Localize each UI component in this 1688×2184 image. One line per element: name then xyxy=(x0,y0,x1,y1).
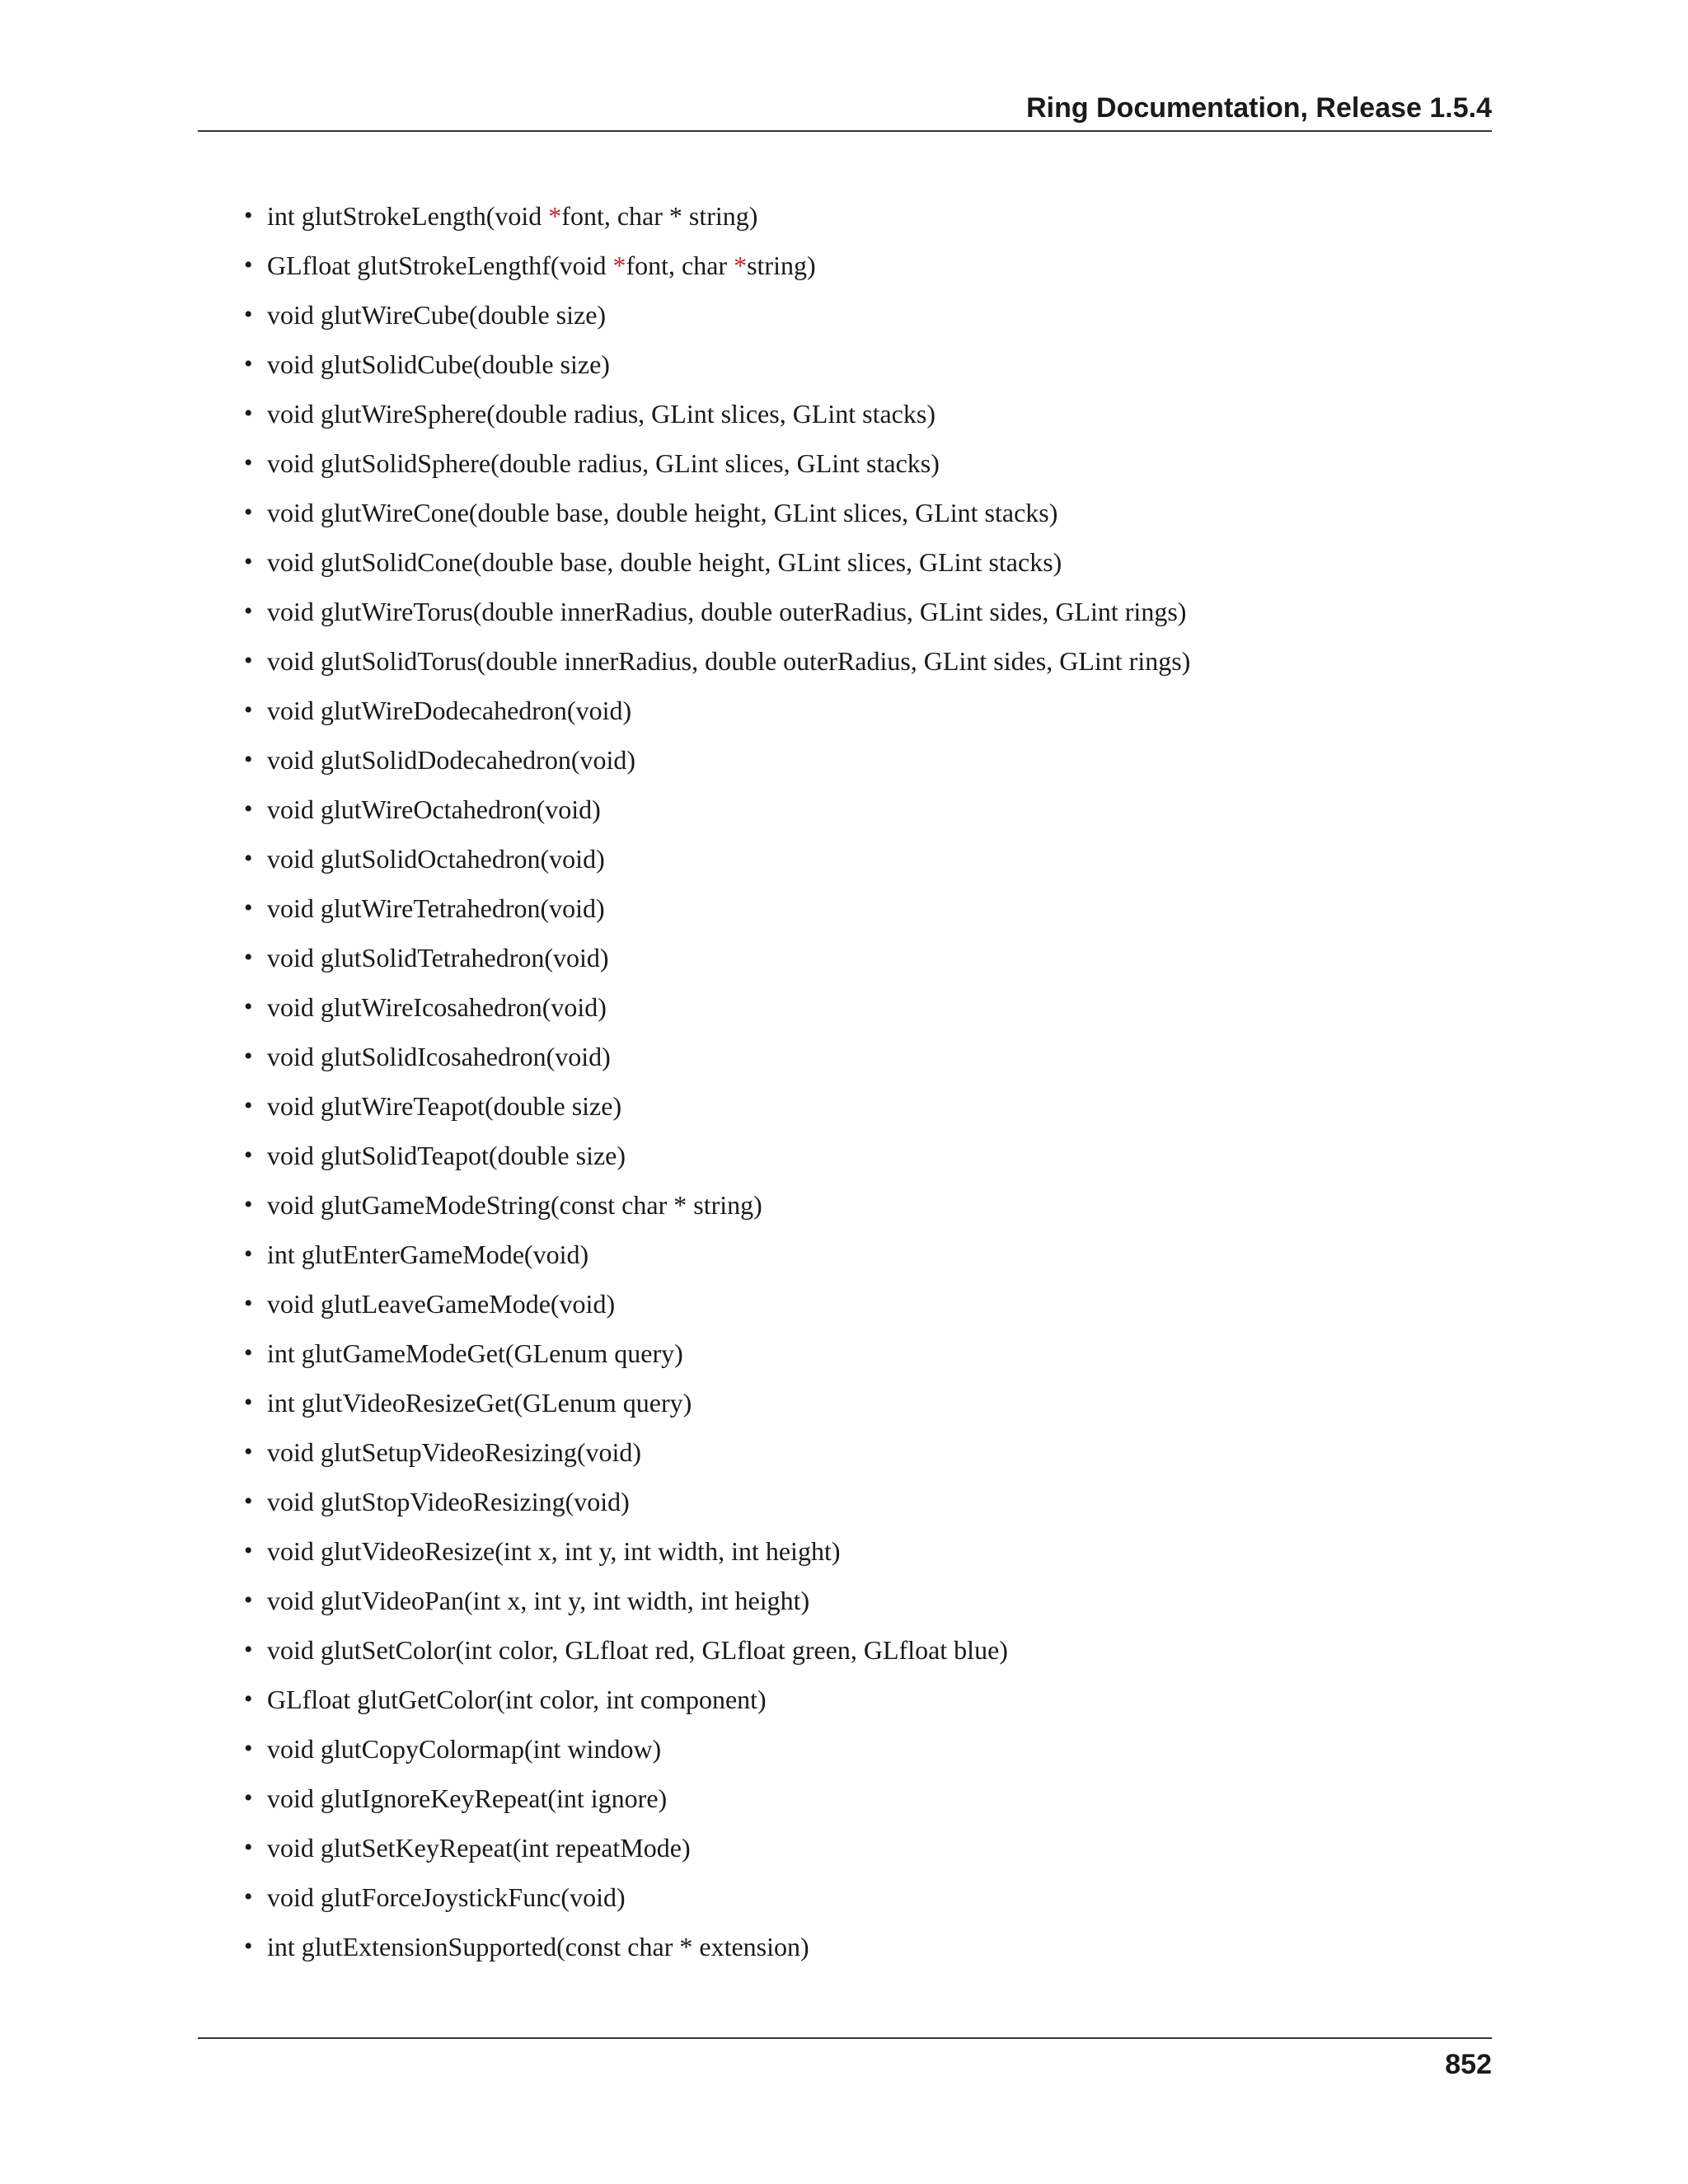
function-signature xyxy=(267,1581,809,1620)
signature-text: void glutSetupVideoResizing(void) xyxy=(267,1437,642,1467)
signature-text: void glutWireSphere(double radius, GLint slices, GLint stacks) xyxy=(267,399,935,429)
bullet-icon: • xyxy=(244,647,253,674)
signature-text: int glutStrokeLength(void xyxy=(267,201,549,231)
signature-text: void glutWireTeapot(double size) xyxy=(267,1091,622,1121)
signature-text: void glutWireTorus(double innerRadius, double outerRadius, GLint sides, GLint rings) xyxy=(267,597,1187,626)
signature-text: void glutIgnoreKeyRepeat(int ignore) xyxy=(267,1783,668,1813)
bullet-icon: • xyxy=(244,1191,253,1218)
function-list-item xyxy=(244,246,1480,295)
function-list-item xyxy=(244,1531,1480,1581)
function-signature xyxy=(267,394,935,434)
signature-text: void glutWireIcosahedron(void) xyxy=(267,992,607,1022)
bullet-icon: • xyxy=(244,1586,253,1614)
function-signature xyxy=(267,443,940,483)
bullet-icon: • xyxy=(244,1834,253,1861)
signature-text: void glutStopVideoResizing(void) xyxy=(267,1487,630,1516)
function-list-item xyxy=(244,1235,1480,1284)
function-list-item xyxy=(244,1383,1480,1432)
signature-text: void glutWireDodecahedron(void) xyxy=(267,696,632,725)
function-signature xyxy=(267,1630,1008,1670)
signature-text: void glutForceJoystickFunc(void) xyxy=(267,1882,626,1912)
signature-text: int glutGameModeGet(GLenum query) xyxy=(267,1338,683,1368)
function-list xyxy=(244,196,1480,1976)
page-number: 852 xyxy=(1445,2049,1492,2080)
signature-text: void glutSolidCone(double base, double height, GLint slices, GLint stacks) xyxy=(267,547,1062,577)
bullet-icon: • xyxy=(244,301,253,328)
function-signature xyxy=(267,1927,809,1966)
function-signature xyxy=(267,1779,667,1818)
bullet-icon: • xyxy=(244,449,253,476)
signature-text: void glutSolidOctahedron(void) xyxy=(267,844,605,874)
signature-text: void glutSolidTeapot(double size) xyxy=(267,1141,626,1170)
bullet-icon: • xyxy=(244,746,253,773)
function-list-item xyxy=(244,542,1480,592)
signature-text: int glutExtensionSupported(const char * extension) xyxy=(267,1932,809,1961)
bullet-icon: • xyxy=(244,1636,253,1663)
function-list-item xyxy=(244,1779,1480,1828)
function-list-item xyxy=(244,1333,1480,1383)
function-list-item xyxy=(244,1581,1480,1630)
function-signature xyxy=(267,1185,762,1225)
signature-text: font, char xyxy=(626,251,734,280)
function-list-item xyxy=(244,740,1480,790)
bullet-icon: • xyxy=(244,795,253,823)
bullet-icon: • xyxy=(244,548,253,575)
function-signature xyxy=(267,1086,621,1126)
signature-text: void glutSolidSphere(double radius, GLint slices, GLint stacks) xyxy=(267,448,940,478)
function-list-item xyxy=(244,1136,1480,1185)
bullet-icon: • xyxy=(244,1685,253,1713)
bullet-icon: • xyxy=(244,1784,253,1811)
signature-text: void glutGameModeString(const char * string) xyxy=(267,1190,762,1220)
function-list-item xyxy=(244,344,1480,394)
signature-text: string) xyxy=(747,251,816,280)
bullet-icon: • xyxy=(244,1883,253,1910)
function-list-item xyxy=(244,1877,1480,1927)
signature-text: void glutWireTetrahedron(void) xyxy=(267,893,605,923)
signature-text: void glutSolidIcosahedron(void) xyxy=(267,1042,611,1071)
bullet-icon: • xyxy=(244,1438,253,1465)
function-list-item xyxy=(244,888,1480,938)
page-footer xyxy=(198,2037,1492,2080)
bullet-icon: • xyxy=(244,1240,253,1268)
function-signature xyxy=(267,987,607,1027)
bullet-icon: • xyxy=(244,1141,253,1169)
bullet-icon: • xyxy=(244,1043,253,1070)
function-list-item xyxy=(244,394,1480,443)
function-list-item xyxy=(244,1185,1480,1235)
signature-text: void glutWireCone(double base, double height, GLint slices, GLint stacks) xyxy=(267,498,1058,527)
signature-text: void glutVideoPan(int x, int y, int width, int height) xyxy=(267,1586,810,1615)
signature-text: void glutVideoResize(int x, int y, int width, int height) xyxy=(267,1536,841,1566)
bullet-icon: • xyxy=(244,1389,253,1416)
bullet-icon: • xyxy=(244,894,253,921)
function-list-item xyxy=(244,592,1480,641)
function-signature xyxy=(267,1136,626,1175)
function-list-item xyxy=(244,1680,1480,1729)
function-signature xyxy=(267,790,601,829)
function-list-item xyxy=(244,493,1480,542)
bullet-icon: • xyxy=(244,400,253,427)
function-signature xyxy=(267,246,816,285)
function-signature xyxy=(267,1828,691,1868)
function-signature xyxy=(267,344,610,384)
document-title: Ring Documentation, Release 1.5.4 xyxy=(1026,92,1492,124)
bullet-icon: • xyxy=(244,944,253,971)
signature-text: void glutSolidTorus(double innerRadius, double outerRadius, GLint sides, GLint rings) xyxy=(267,646,1191,676)
function-list-item xyxy=(244,1086,1480,1136)
function-list-item xyxy=(244,1828,1480,1877)
function-list-item xyxy=(244,443,1480,493)
bullet-icon: • xyxy=(244,350,253,377)
bullet-icon: • xyxy=(244,1290,253,1317)
bullet-icon: • xyxy=(244,1933,253,1960)
bullet-icon: • xyxy=(244,1488,253,1515)
function-signature xyxy=(267,295,606,335)
function-list-item xyxy=(244,1482,1480,1531)
bullet-icon: • xyxy=(244,598,253,625)
signature-text: int glutEnterGameMode(void) xyxy=(267,1240,589,1269)
function-signature xyxy=(267,740,635,780)
function-signature xyxy=(267,542,1062,582)
bullet-icon: • xyxy=(244,993,253,1020)
bullet-icon: • xyxy=(244,1092,253,1119)
signature-text: void glutSolidTetrahedron(void) xyxy=(267,943,609,972)
function-signature xyxy=(267,592,1186,631)
function-list-item xyxy=(244,691,1480,740)
bullet-icon: • xyxy=(244,696,253,724)
function-list-item xyxy=(244,1927,1480,1976)
function-list-item xyxy=(244,839,1480,888)
function-list-item xyxy=(244,295,1480,344)
signature-text: void glutSolidDodecahedron(void) xyxy=(267,745,636,775)
signature-text: font, char * string) xyxy=(561,201,758,231)
function-signature xyxy=(267,1383,692,1422)
signature-text: void glutSetKeyRepeat(int repeatMode) xyxy=(267,1833,691,1863)
function-signature xyxy=(267,1284,615,1324)
function-list-item xyxy=(244,196,1480,246)
bullet-icon: • xyxy=(244,845,253,872)
function-signature xyxy=(267,839,605,879)
function-list-item xyxy=(244,1037,1480,1086)
function-signature xyxy=(267,1729,661,1769)
function-signature xyxy=(267,1037,611,1076)
signature-text: void glutLeaveGameMode(void) xyxy=(267,1289,616,1319)
function-signature xyxy=(267,1531,840,1571)
signature-text: void glutCopyColormap(int window) xyxy=(267,1734,662,1764)
function-signature xyxy=(267,1432,641,1472)
function-signature xyxy=(267,938,609,977)
function-signature xyxy=(267,888,605,928)
function-signature xyxy=(267,1877,626,1917)
bullet-icon: • xyxy=(244,251,253,279)
asterisk-highlight: * xyxy=(548,201,562,231)
asterisk-highlight: * xyxy=(612,251,626,280)
signature-text: void glutSolidCube(double size) xyxy=(267,349,610,379)
signature-text: int glutVideoResizeGet(GLenum query) xyxy=(267,1388,692,1418)
signature-text: void glutWireOctahedron(void) xyxy=(267,794,601,824)
function-signature xyxy=(267,1235,588,1274)
function-signature xyxy=(267,641,1190,681)
function-list-item xyxy=(244,1432,1480,1482)
function-signature xyxy=(267,1333,683,1373)
function-signature xyxy=(267,1482,630,1521)
function-signature xyxy=(267,196,757,236)
bullet-icon: • xyxy=(244,499,253,526)
function-list-item xyxy=(244,1630,1480,1680)
bullet-icon: • xyxy=(244,1537,253,1564)
signature-text: void glutSetColor(int color, GLfloat red, GLfloat green, GLfloat blue) xyxy=(267,1635,1008,1665)
bullet-icon: • xyxy=(244,1339,253,1366)
asterisk-highlight: * xyxy=(734,251,748,280)
bullet-icon: • xyxy=(244,202,253,229)
signature-text: void glutWireCube(double size) xyxy=(267,300,607,330)
bullet-icon: • xyxy=(244,1735,253,1762)
function-signature xyxy=(267,1680,767,1719)
function-signature xyxy=(267,493,1057,532)
function-list-item xyxy=(244,987,1480,1037)
function-signature xyxy=(267,691,631,730)
signature-text: GLfloat glutGetColor(int color, int component) xyxy=(267,1685,767,1714)
function-list-item xyxy=(244,1729,1480,1779)
function-list-item xyxy=(244,641,1480,691)
function-list-item xyxy=(244,790,1480,839)
function-list-item xyxy=(244,1284,1480,1333)
signature-text: GLfloat glutStrokeLengthf(void xyxy=(267,251,613,280)
page-header xyxy=(198,89,1492,132)
function-list-item xyxy=(244,938,1480,987)
